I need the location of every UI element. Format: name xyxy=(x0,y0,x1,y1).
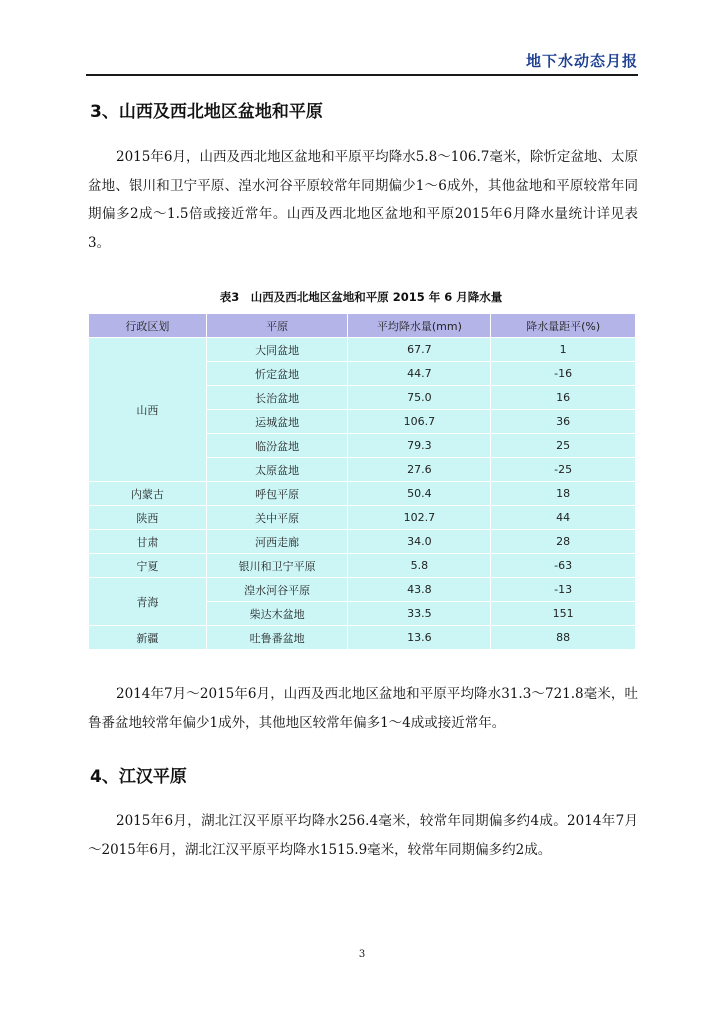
header-divider xyxy=(86,74,638,76)
rainfall-cell: 33.5 xyxy=(348,602,491,626)
anomaly-cell: 1 xyxy=(491,338,636,362)
region-cell: 新疆 xyxy=(89,626,207,650)
anomaly-cell: 36 xyxy=(491,410,636,434)
plain-cell: 柴达木盆地 xyxy=(206,602,348,626)
section-3-heading: 3、山西及西北地区盆地和平原 xyxy=(90,102,323,122)
anomaly-cell: -13 xyxy=(491,578,636,602)
page-number: 3 xyxy=(358,949,366,960)
anomaly-cell: -25 xyxy=(491,458,636,482)
rainfall-cell: 75.0 xyxy=(348,386,491,410)
precipitation-table xyxy=(88,313,636,650)
rainfall-cell: 34.0 xyxy=(348,530,491,554)
rainfall-cell: 79.3 xyxy=(348,434,491,458)
rainfall-cell: 5.8 xyxy=(348,554,491,578)
rainfall-cell: 102.7 xyxy=(348,506,491,530)
anomaly-cell: 44 xyxy=(491,506,636,530)
plain-cell: 太原盆地 xyxy=(206,458,348,482)
table-caption: 表3 山西及西北地区盆地和平原 2015 年 6 月降水量 xyxy=(219,290,503,304)
section-3-paragraph-1: 2015年6月，山西及西北地区盆地和平原平均降水5.8～106.7毫米，除忻定盆地、太原盆地、银川和卫宁平原、湟水河谷平原较常年同期偏少1～6成外，其他盆地和平原较常年同期偏多2成～1.5倍或接近常年。山西及西北地区盆地和平原2015年6月降水量统计详见表3。 xyxy=(88,149,638,251)
table-header-row xyxy=(89,314,636,338)
rainfall-cell: 44.7 xyxy=(348,362,491,386)
region-cell: 陕西 xyxy=(89,506,207,530)
header-avg-rainfall: 平均降水量(mm) xyxy=(348,314,491,338)
plain-cell: 长治盆地 xyxy=(206,386,348,410)
plain-cell: 临汾盆地 xyxy=(206,434,348,458)
plain-cell: 呼包平原 xyxy=(206,482,348,506)
plain-cell: 河西走廊 xyxy=(206,530,348,554)
plain-cell: 关中平原 xyxy=(206,506,348,530)
region-cell: 山西 xyxy=(89,338,207,482)
table-row xyxy=(89,530,636,554)
plain-cell: 湟水河谷平原 xyxy=(206,578,348,602)
table-row xyxy=(89,338,636,362)
plain-cell: 忻定盆地 xyxy=(206,362,348,386)
rainfall-cell: 13.6 xyxy=(348,626,491,650)
anomaly-cell: 88 xyxy=(491,626,636,650)
anomaly-cell: -16 xyxy=(491,362,636,386)
anomaly-cell: 18 xyxy=(491,482,636,506)
anomaly-cell: 151 xyxy=(491,602,636,626)
table-row xyxy=(89,506,636,530)
region-cell: 内蒙古 xyxy=(89,482,207,506)
rainfall-cell: 43.8 xyxy=(348,578,491,602)
section-3-paragraph-2: 2014年7月～2015年6月，山西及西北地区盆地和平原平均降水31.3～721.8毫米，吐鲁番盆地较常年偏少1成外，其他地区较常年偏多1～4成或接近常年。 xyxy=(88,686,638,731)
anomaly-cell: 25 xyxy=(491,434,636,458)
rainfall-cell: 106.7 xyxy=(348,410,491,434)
report-title: 地下水动态月报 xyxy=(525,52,638,70)
rainfall-cell: 67.7 xyxy=(348,338,491,362)
region-cell: 宁夏 xyxy=(89,554,207,578)
plain-cell: 运城盆地 xyxy=(206,410,348,434)
plain-cell: 吐鲁番盆地 xyxy=(206,626,348,650)
section-4-paragraph-1: 2015年6月，湖北江汉平原平均降水256.4毫米，较常年同期偏多约4成。2014年7月～2015年6月，湖北江汉平原平均降水1515.9毫米，较常年同期偏多约2成。 xyxy=(88,813,638,858)
table-row xyxy=(89,578,636,602)
plain-cell: 银川和卫宁平原 xyxy=(206,554,348,578)
header-region: 行政区划 xyxy=(89,314,207,338)
anomaly-cell: -63 xyxy=(491,554,636,578)
section-4-heading: 4、江汉平原 xyxy=(90,767,187,787)
table-row xyxy=(89,554,636,578)
anomaly-cell: 28 xyxy=(491,530,636,554)
table-row xyxy=(89,482,636,506)
header-plain: 平原 xyxy=(206,314,348,338)
region-cell: 甘肃 xyxy=(89,530,207,554)
rainfall-cell: 50.4 xyxy=(348,482,491,506)
anomaly-cell: 16 xyxy=(491,386,636,410)
rainfall-cell: 27.6 xyxy=(348,458,491,482)
plain-cell: 大同盆地 xyxy=(206,338,348,362)
header-anomaly: 降水量距平(%) xyxy=(491,314,636,338)
region-cell: 青海 xyxy=(89,578,207,626)
table-row xyxy=(89,626,636,650)
